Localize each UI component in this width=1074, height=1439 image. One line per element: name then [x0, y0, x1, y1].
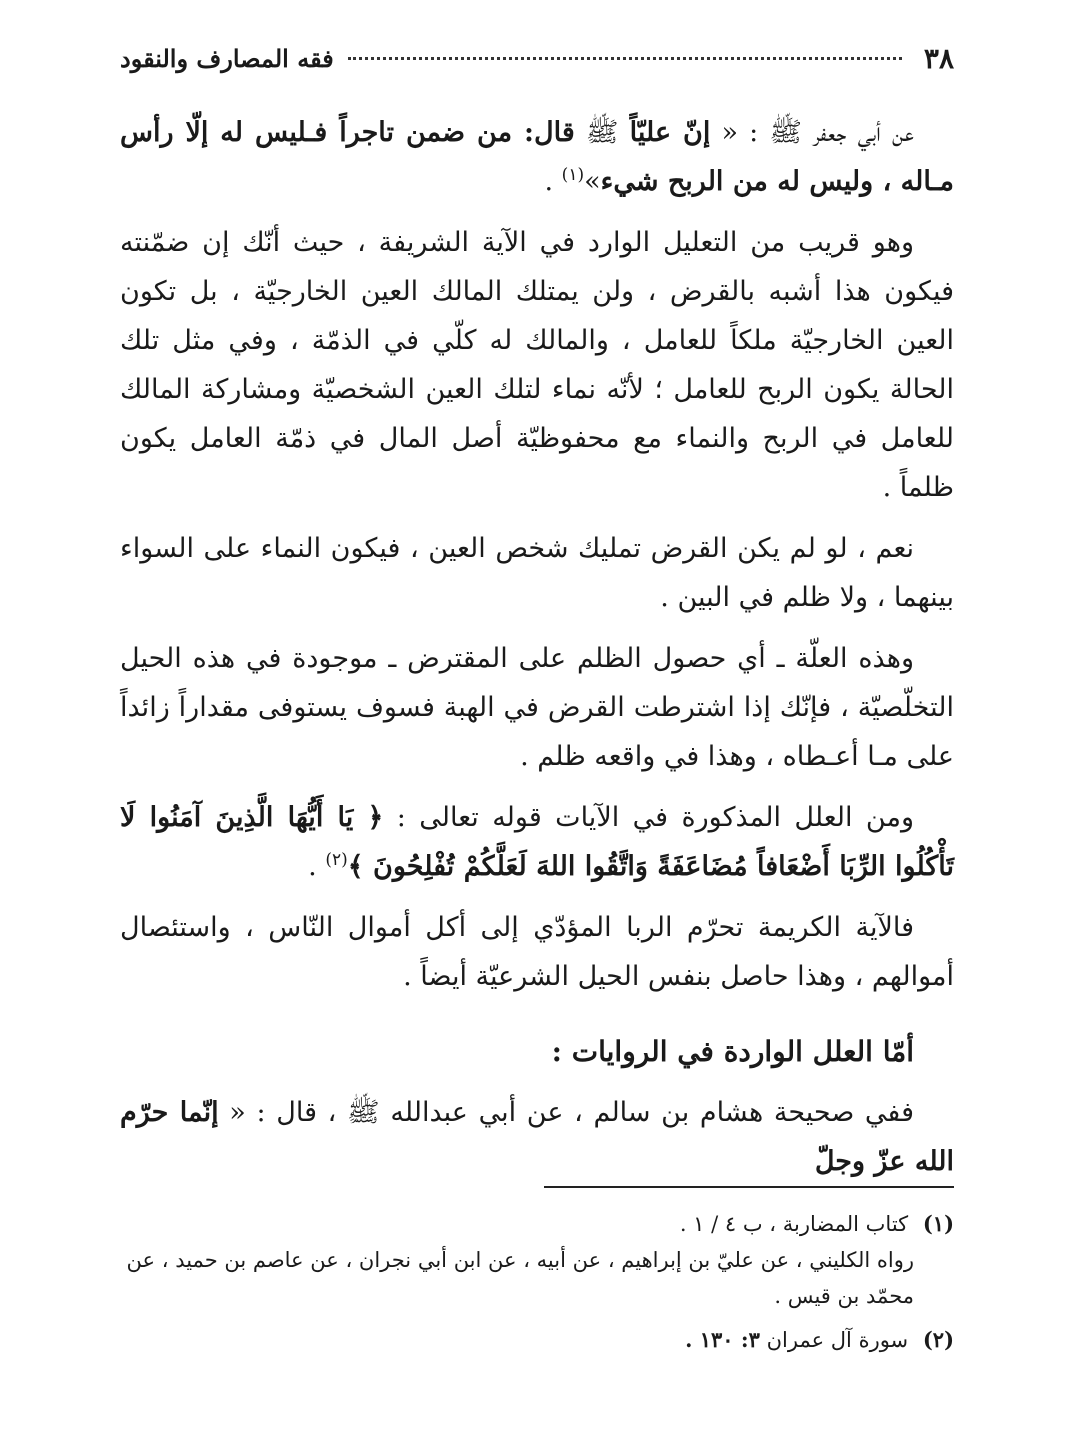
quote-part-1: إنّ عليّاً — [629, 117, 711, 148]
footnote-ref-1[interactable]: (١) — [561, 165, 585, 185]
quote-opening: إنّما حرّم الله عزّ وجلّ — [120, 1097, 954, 1177]
footnote-2-surah: سورة آل عمران — [766, 1328, 909, 1352]
book-page — [120, 0, 954, 1439]
footnote-1-chain: رواه الكليني ، عن عليّ بن إبراهيم ، عن أبيه ، عن ابن أبي نجران ، عن عاصم بن حميد ، عن محمّد بن قيس . — [126, 1248, 914, 1308]
footnote-2 — [120, 1322, 954, 1358]
paragraph-4: وهذه العلّة ـ أي حصول الظلم على المقترض ـ موجودة في هذه الحيل التخلّصيّة ، فإنّك إذا اشترطت القرض في الهبة فسوف يستوفى مقداراً زائداً على مـا أعـطاه ، وهذا في واقعه ظلم . — [120, 643, 954, 772]
footnote-separator — [544, 1186, 954, 1188]
honorific-glyph: ﷺ — [347, 1097, 380, 1128]
footnote-2-number: (٢) — [922, 1327, 954, 1352]
footnote-ref-2[interactable]: (٢) — [325, 850, 348, 870]
paragraph-2: وهو قريب من التعليل الوارد في الآية الشريفة ، حيث أنّك إن ضمّنته فيكون هذا أشبه بالقرض ، ولن يمتلك المالك العين الخارجيّة ، بل تكون العين الخارجيّة ملكاً للعامل ، والمالك له كلّي في الذمّة ، وفي مثل تلك الحالة يكون الربح للعامل ؛ لأنّه نماء لتلك العين الشخصيّة ومشاركة المالك للعامل في الربح والنماء مع محفوظيّة أصل المال في ذمّة العامل يكون ظلماً . — [120, 227, 954, 503]
quranic-verse: ﴿ يَا أَيُّهَا الَّذِينَ آمَنُوا لَا تَأْكُلُوا الرِّبَا أَضْعَافاً مُضَاعَفَةً وَاتَّقُوا اللهَ لَعَلَّكُمْ تُفْلِحُونَ ﴾ — [120, 802, 954, 882]
header-dot-leader — [348, 56, 902, 60]
footnote-1-source: كتاب المضاربة ، ب ٤ / ١ . — [679, 1212, 909, 1236]
paragraph-6: فالآية الكريمة تحرّم الربا المؤدّي إلى أكل أموال النّاس ، واستئصال أموالهم ، وهذا حاصل بنفس الحيل الشرعيّة أيضاً . — [120, 912, 954, 992]
paragraph-5-intro: ومن العلل المذكورة في الآيات قوله تعالى : — [396, 802, 914, 833]
footnotes — [120, 1206, 954, 1366]
section-subheading: أمّا العلل الواردة في الروايات : — [551, 1035, 914, 1068]
quote-part-2: قال: من ضمن تاجراً فـليس له إلّا رأس مـاله ، وليس له من الربح شيء — [120, 117, 954, 197]
paragraph-1-intro: عن أبي جعفر — [813, 117, 914, 148]
footnote-1-number: (١) — [922, 1211, 954, 1236]
honorific-glyph: ﷺ — [769, 117, 802, 148]
book-title: فقه المصارف والنقود — [120, 43, 334, 73]
running-header — [120, 38, 954, 78]
paragraph-1: عن أبي جعفر ﷺ : « إنّ عليّاً ﷺ قال: من ضمن تاجراً فـليس له إلّا رأس مـاله ، وليس له من الربح شيء»$^{(١)}$ . — [120, 117, 954, 197]
paragraph-3: نعم ، لو لم يكن القرض تمليك شخص العين ، فيكون النماء على السواء بينهما ، ولا ظلم في البين . — [120, 533, 954, 613]
main-text — [120, 108, 954, 1198]
page-number: ٣٨ — [923, 41, 954, 75]
paragraph-5: ومن العلل المذكورة في الآيات قوله تعالى : ﴿ يَا أَيُّهَا الَّذِينَ آمَنُوا لَا تَأْكُلُوا الرِّبَا أَضْعَافاً مُضَاعَفَةً وَاتَّقُوا اللهَ لَعَلَّكُمْ تُفْلِحُونَ ﴾$^{(٢)}$ . — [120, 802, 954, 882]
honorific-glyph: ﷺ — [585, 117, 619, 148]
footnote-2-verse-ref: ٣: ١٣٠ . — [685, 1327, 760, 1352]
paragraph-7: ففي صحيحة هشام بن سالم ، عن أبي عبدالله ﷺ ، قال : « إنّما حرّم الله عزّ وجلّ — [120, 1097, 954, 1177]
footnote-1 — [120, 1206, 954, 1314]
paragraph-7-intro: ففي صحيحة هشام بن سالم ، عن أبي عبدالله — [390, 1097, 914, 1128]
